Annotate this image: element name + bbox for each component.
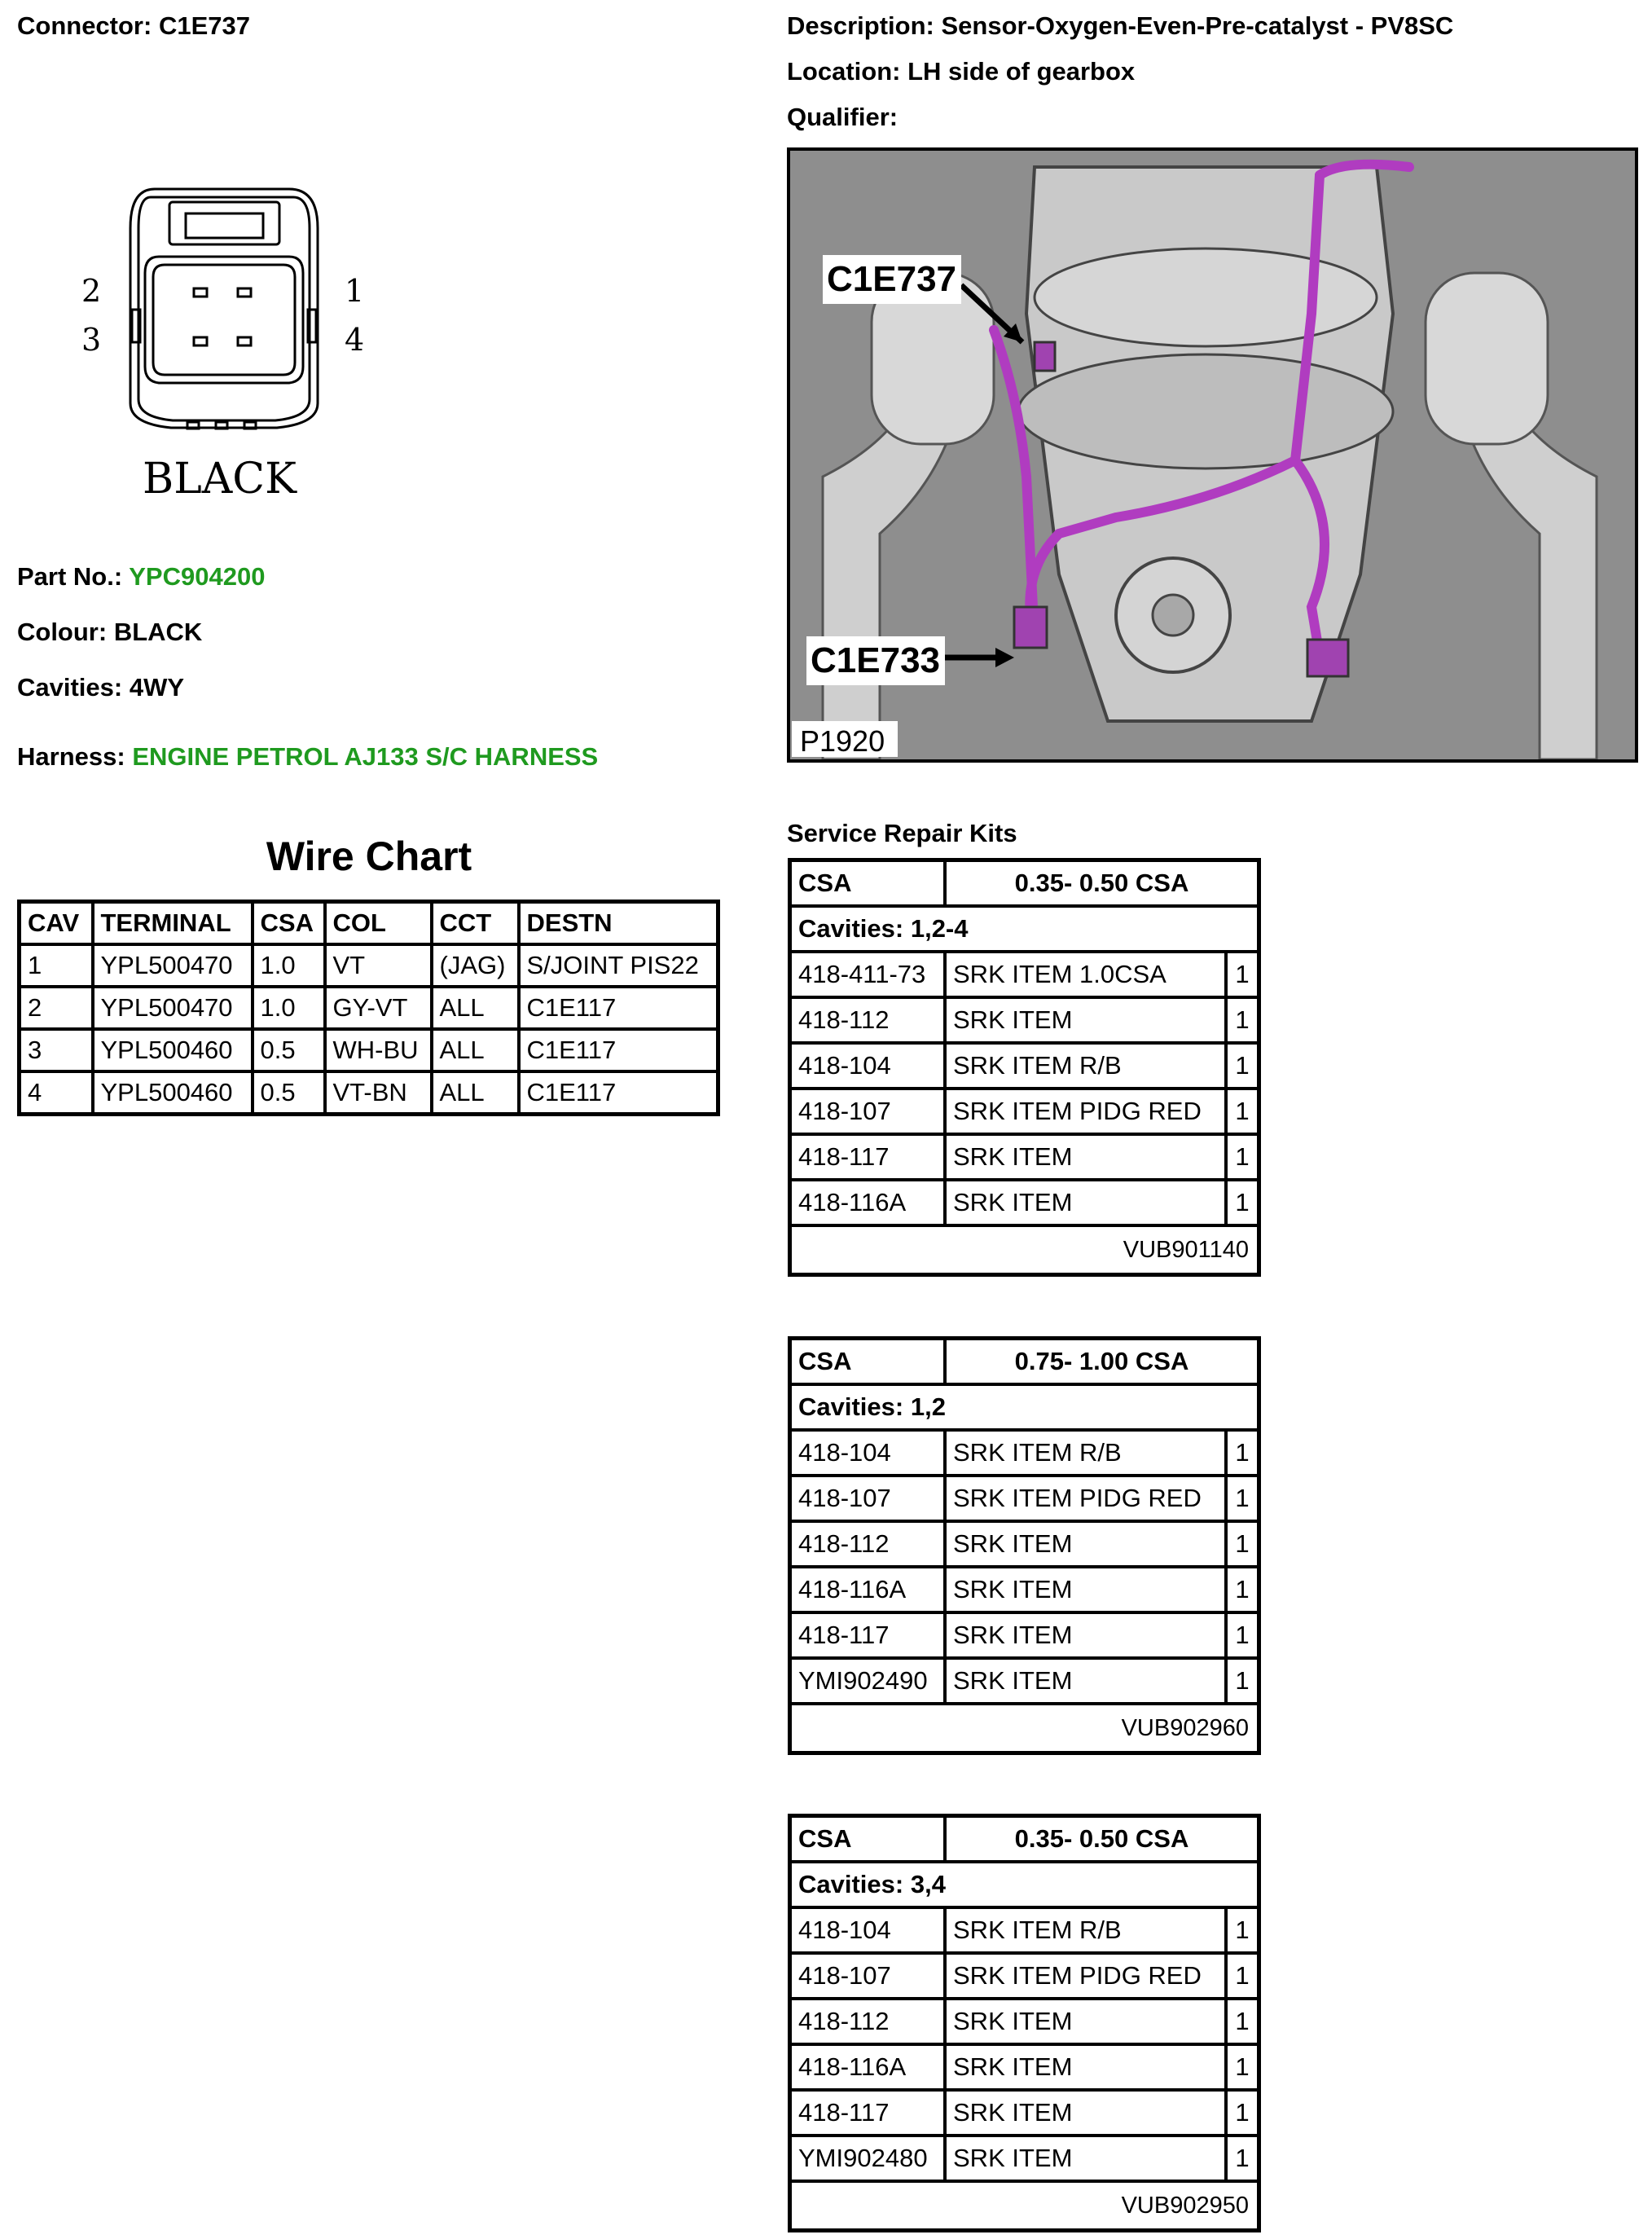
kit-item-qty: 1 xyxy=(1235,1621,1250,1649)
cell-cct: (JAG) xyxy=(432,944,519,987)
col-cav: CAV xyxy=(20,902,93,945)
harness-link[interactable]: ENGINE PETROL AJ133 S/C HARNESS xyxy=(132,742,599,771)
cell-col: GY-VT xyxy=(325,987,432,1029)
col-terminal: TERMINAL xyxy=(93,902,253,945)
cell-csa: 1.0 xyxy=(253,987,325,1029)
part-number-line xyxy=(17,561,265,593)
kit-item-qty: 1 xyxy=(1235,1484,1250,1512)
kit-item-desc: SRK ITEM xyxy=(947,1181,1228,1224)
kit-item-row xyxy=(792,953,1257,999)
table-row xyxy=(20,1029,718,1071)
kit-item-row xyxy=(792,1955,1257,2000)
repair-kit-3 xyxy=(788,1814,1261,2232)
kit-item-desc: SRK ITEM PIDG RED xyxy=(947,1477,1228,1520)
kit-item-desc: SRK ITEM R/B xyxy=(947,1045,1228,1087)
kit-item-part: 418-112 xyxy=(792,2000,947,2043)
kit-item-part: 418-117 xyxy=(792,1136,947,1178)
qualifier-heading xyxy=(787,101,898,134)
location-photo xyxy=(787,147,1638,763)
cell-col: WH-BU xyxy=(325,1029,432,1071)
kit-item-desc: SRK ITEM xyxy=(947,2000,1228,2043)
callout-c1e733: C1E733 xyxy=(811,640,941,680)
kit-item-row xyxy=(792,1090,1257,1136)
kit-item-qty: 1 xyxy=(1235,1575,1250,1603)
kit-item-qty: 1 xyxy=(1235,1142,1250,1171)
kit-csa-label: CSA xyxy=(792,862,947,904)
cavity-4 xyxy=(238,337,251,345)
kit-cavities: Cavities: 1,2 xyxy=(792,1386,1257,1432)
colour-line xyxy=(17,616,202,649)
col-destn: DESTN xyxy=(519,902,718,945)
gearbox-illustration xyxy=(790,151,1635,759)
kit-item-part: YMI902490 xyxy=(792,1660,947,1702)
description-heading xyxy=(787,10,1453,42)
kit-item-qty: 1 xyxy=(1235,1438,1250,1467)
connector-label: Connector: xyxy=(17,11,152,40)
kit-item-row xyxy=(792,1568,1257,1614)
cavities-line xyxy=(17,671,184,704)
kit-item-desc: SRK ITEM xyxy=(947,1568,1228,1611)
part-number-label: Part No.: xyxy=(17,562,123,591)
connector-c1e737-marker xyxy=(1035,342,1055,371)
kit-item-qty: 1 xyxy=(1235,2007,1250,2035)
kit-item-qty: 1 xyxy=(1235,2144,1250,2172)
kit-csa-value: 0.75- 1.00 CSA xyxy=(1014,1347,1189,1375)
cell-cct: ALL xyxy=(432,987,519,1029)
cell-col: VT-BN xyxy=(325,1071,432,1115)
pin-label-3: 3 xyxy=(81,322,102,358)
kit-item-part: YMI902480 xyxy=(792,2137,947,2180)
service-repair-kits-title: Service Repair Kits xyxy=(787,819,1017,847)
kit-item-qty: 1 xyxy=(1235,2052,1250,2081)
kit-number: VUB902950 xyxy=(1121,2192,1249,2219)
photo-reference: P1920 xyxy=(800,724,885,758)
cell-terminal: YPL500460 xyxy=(93,1029,253,1071)
kit-item-part: 418-107 xyxy=(792,1477,947,1520)
col-csa: CSA xyxy=(253,902,325,945)
location-label: Location: xyxy=(787,57,901,86)
kit-number: VUB901140 xyxy=(1123,1236,1249,1263)
kit-item-desc: SRK ITEM xyxy=(947,1614,1228,1656)
cell-destn: S/JOINT PIS22 xyxy=(519,944,718,987)
pin-label-2: 2 xyxy=(81,273,102,309)
kit-csa-label: CSA xyxy=(792,1818,947,1860)
kit-item-desc: SRK ITEM R/B xyxy=(947,1909,1228,1951)
cell-cav: 4 xyxy=(20,1071,93,1115)
kit-item-part: 418-104 xyxy=(792,1432,947,1474)
kit-item-desc: SRK ITEM PIDG RED xyxy=(947,1090,1228,1133)
description-label: Description: xyxy=(787,11,934,40)
connector-colour-caption: BLACK xyxy=(143,455,297,504)
connector-id: C1E737 xyxy=(158,11,250,40)
cavities-label: Cavities: xyxy=(17,673,123,702)
kit-item-desc: SRK ITEM xyxy=(947,1136,1228,1178)
kit-item-row xyxy=(792,1909,1257,1955)
kit-item-part: 418-411-73 xyxy=(792,953,947,996)
kit-item-part: 418-116A xyxy=(792,2046,947,2088)
harness-label: Harness: xyxy=(17,742,125,771)
kit-item-part: 418-117 xyxy=(792,2092,947,2134)
kit-item-row xyxy=(792,1477,1257,1523)
kit-csa-value: 0.35- 0.50 CSA xyxy=(1014,1824,1189,1853)
kit-cavities: Cavities: 1,2-4 xyxy=(792,908,1257,953)
pin-label-4: 4 xyxy=(345,322,365,358)
kit-item-qty: 1 xyxy=(1235,1005,1250,1034)
cell-cav: 2 xyxy=(20,987,93,1029)
kit-item-row xyxy=(792,1523,1257,1568)
harness-line xyxy=(17,741,598,773)
colour-label: Colour: xyxy=(17,618,108,646)
kit-item-row xyxy=(792,2092,1257,2137)
kit-header-row xyxy=(792,1818,1257,1863)
cell-csa: 0.5 xyxy=(253,1029,325,1071)
pin-label-1: 1 xyxy=(345,273,365,309)
cell-destn: C1E117 xyxy=(519,1071,718,1115)
kit-item-desc: SRK ITEM xyxy=(947,2092,1228,2134)
col-col: COL xyxy=(325,902,432,945)
kit-item-qty: 1 xyxy=(1235,1051,1250,1080)
wire-chart-table xyxy=(17,900,720,1116)
kit-item-row xyxy=(792,1136,1257,1181)
kit-csa-label: CSA xyxy=(792,1340,947,1383)
cell-csa: 1.0 xyxy=(253,944,325,987)
kit-item-row xyxy=(792,2046,1257,2092)
kit-header-row xyxy=(792,862,1257,908)
kit-item-row xyxy=(792,999,1257,1045)
kit-item-row xyxy=(792,2137,1257,2183)
kit-item-part: 418-112 xyxy=(792,1523,947,1565)
repair-kit-2 xyxy=(788,1336,1261,1755)
connector-c1e733-marker xyxy=(1014,607,1047,648)
cavity-3 xyxy=(194,337,207,345)
kit-number: VUB902960 xyxy=(1121,1714,1249,1741)
kit-item-qty: 1 xyxy=(1235,960,1250,988)
repair-kit-1 xyxy=(788,858,1261,1277)
cell-cct: ALL xyxy=(432,1071,519,1115)
colour-value: BLACK xyxy=(113,618,203,646)
cell-cav: 1 xyxy=(20,944,93,987)
kit-item-qty: 1 xyxy=(1235,1666,1250,1695)
kit-item-desc: SRK ITEM xyxy=(947,2137,1228,2180)
kit-item-row xyxy=(792,2000,1257,2046)
table-row xyxy=(20,1071,718,1115)
kit-item-part: 418-107 xyxy=(792,1955,947,1997)
kit-item-desc: SRK ITEM 1.0CSA xyxy=(947,953,1228,996)
kit-item-row xyxy=(792,1045,1257,1090)
callout-c1e737: C1E737 xyxy=(827,259,957,299)
description-value: Sensor-Oxygen-Even-Pre-catalyst - PV8SC xyxy=(941,11,1454,40)
connector-heading xyxy=(17,10,250,42)
cell-cct: ALL xyxy=(432,1029,519,1071)
kit-item-row xyxy=(792,1432,1257,1477)
kit-item-part: 418-117 xyxy=(792,1614,947,1656)
cell-terminal: YPL500470 xyxy=(93,944,253,987)
kit-item-row xyxy=(792,1181,1257,1227)
kit-item-desc: SRK ITEM xyxy=(947,1660,1228,1702)
kit-item-qty: 1 xyxy=(1235,1916,1250,1944)
kit-item-qty: 1 xyxy=(1235,1188,1250,1216)
cavities-value: 4WY xyxy=(129,673,185,702)
cell-destn: C1E117 xyxy=(519,987,718,1029)
cavity-2 xyxy=(194,288,207,297)
kit-cavities: Cavities: 3,4 xyxy=(792,1863,1257,1909)
location-heading xyxy=(787,55,1135,88)
kit-item-part: 418-107 xyxy=(792,1090,947,1133)
cell-csa: 0.5 xyxy=(253,1071,325,1115)
kit-header-row xyxy=(792,1340,1257,1386)
kit-item-desc: SRK ITEM xyxy=(947,999,1228,1041)
cell-cav: 3 xyxy=(20,1029,93,1071)
kit-csa-value: 0.35- 0.50 CSA xyxy=(1014,869,1189,897)
cell-col: VT xyxy=(325,944,432,987)
table-row xyxy=(20,987,718,1029)
cell-destn: C1E117 xyxy=(519,1029,718,1071)
cell-terminal: YPL500470 xyxy=(93,987,253,1029)
kit-item-row xyxy=(792,1660,1257,1705)
cavity-1 xyxy=(238,288,251,297)
table-row xyxy=(20,944,718,987)
kit-item-part: 418-104 xyxy=(792,1045,947,1087)
qualifier-label: Qualifier: xyxy=(787,103,898,131)
wire-chart-header-row xyxy=(20,902,718,945)
wire-chart-title: Wire Chart xyxy=(266,834,472,879)
kit-item-qty: 1 xyxy=(1235,1097,1250,1125)
kit-item-part: 418-112 xyxy=(792,999,947,1041)
col-cct: CCT xyxy=(432,902,519,945)
kit-item-desc: SRK ITEM R/B xyxy=(947,1432,1228,1474)
kit-item-qty: 1 xyxy=(1235,1529,1250,1558)
kit-item-desc: SRK ITEM xyxy=(947,1523,1228,1565)
kit-item-part: 418-116A xyxy=(792,1181,947,1224)
connector-outer-shell xyxy=(130,189,318,428)
kit-item-row xyxy=(792,1614,1257,1660)
cell-terminal: YPL500460 xyxy=(93,1071,253,1115)
kit-item-qty: 1 xyxy=(1235,1961,1250,1990)
part-number-link[interactable]: YPC904200 xyxy=(129,562,266,591)
kit-item-part: 418-116A xyxy=(792,1568,947,1611)
kit-item-desc: SRK ITEM xyxy=(947,2046,1228,2088)
kit-item-qty: 1 xyxy=(1235,2098,1250,2127)
location-value: LH side of gearbox xyxy=(907,57,1136,86)
kit-item-part: 418-104 xyxy=(792,1909,947,1951)
kit-item-desc: SRK ITEM PIDG RED xyxy=(947,1955,1228,1997)
connector-face-diagram xyxy=(73,179,383,521)
